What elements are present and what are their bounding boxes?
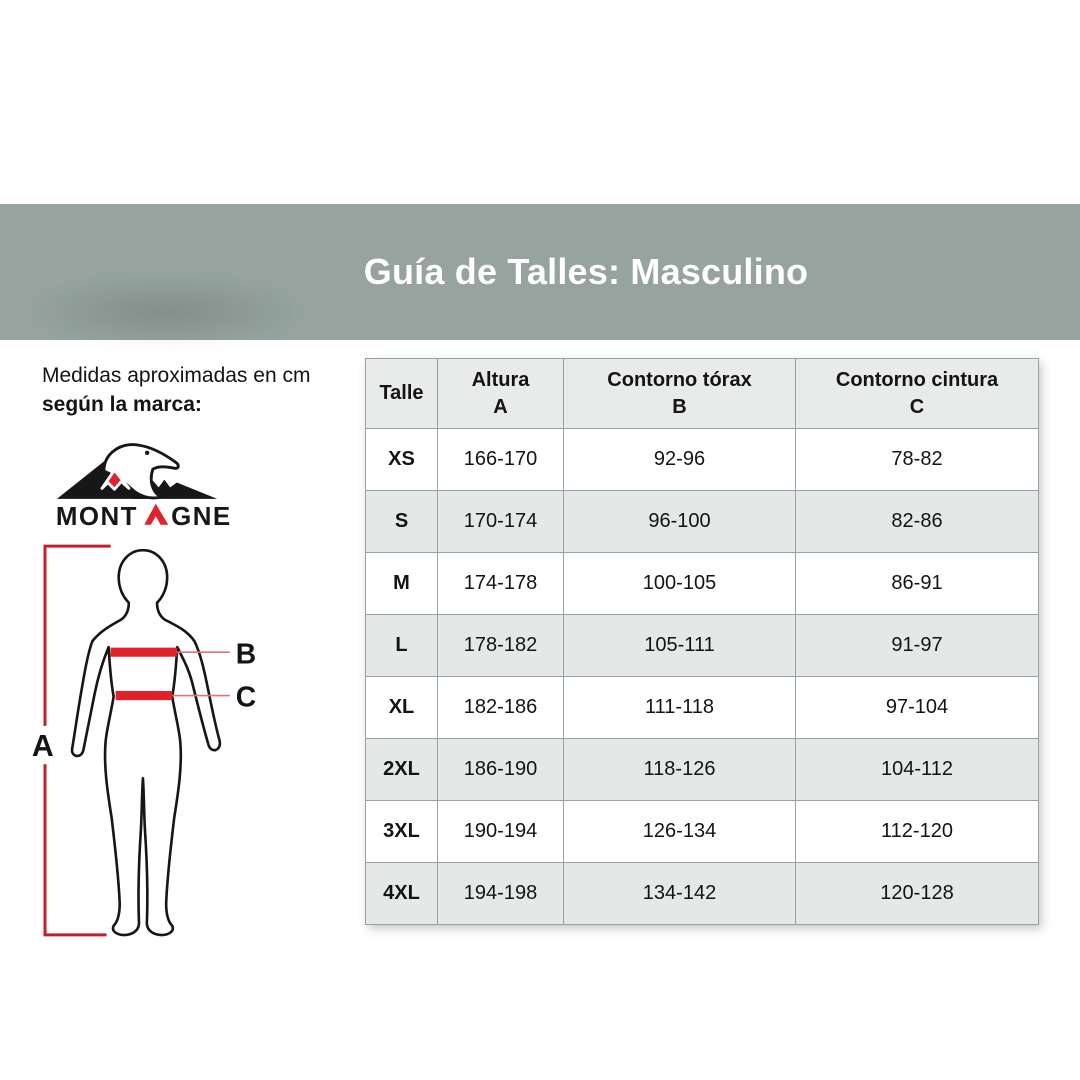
size-label-cell: S: [366, 491, 438, 553]
measurement-cell: 91-97: [796, 615, 1039, 677]
table-row: [366, 801, 1039, 863]
size-label-cell: XS: [366, 429, 438, 491]
size-table-head-row: [366, 359, 1039, 429]
measurement-cell: 186-190: [438, 739, 564, 801]
size-label-cell: 4XL: [366, 863, 438, 925]
measurement-cell: 118-126: [564, 739, 796, 801]
measurement-cell: 120-128: [796, 863, 1039, 925]
measurement-cell: 170-174: [438, 491, 564, 553]
note-line-1: Medidas aproximadas en cm: [42, 364, 311, 387]
banner-watermark-smudge: [25, 274, 305, 349]
label-height-a: A: [31, 730, 54, 764]
size-label-cell: L: [366, 615, 438, 677]
measurement-cell: 178-182: [438, 615, 564, 677]
measurement-cell: 82-86: [796, 491, 1039, 553]
table-row: [366, 677, 1039, 739]
column-header: Contorno tórax B: [564, 359, 796, 429]
measurement-cell: 104-112: [796, 739, 1039, 801]
measurement-cell: 111-118: [564, 677, 796, 739]
note-line-2: según la marca:: [42, 392, 202, 416]
measurement-cell: 100-105: [564, 553, 796, 615]
montagne-eagle-mountain-icon: [54, 436, 246, 532]
column-header: Altura A: [438, 359, 564, 429]
measurement-note: [42, 362, 310, 420]
size-label-cell: 2XL: [366, 739, 438, 801]
human-silhouette-icon: [28, 528, 274, 952]
measurement-cell: 194-198: [438, 863, 564, 925]
page-title: Guía de Talles: Masculino: [363, 251, 809, 292]
size-label-cell: XL: [366, 677, 438, 739]
table-row: [366, 429, 1039, 491]
measurement-cell: 190-194: [438, 801, 564, 863]
measurement-cell: 78-82: [796, 429, 1039, 491]
column-header: Talle: [366, 359, 438, 429]
wordmark-right: GNE: [171, 502, 232, 531]
measurement-cell: 105-111: [564, 615, 796, 677]
eagle-eye-icon: [145, 451, 149, 455]
human-outline: [72, 550, 220, 935]
column-header: Contorno cintura C: [796, 359, 1039, 429]
measurement-cell: 134-142: [564, 863, 796, 925]
wordmark-left: MONT: [55, 502, 138, 531]
label-waist-c: C: [235, 680, 257, 713]
table-row: [366, 863, 1039, 925]
body-measurement-diagram: [28, 528, 274, 952]
table-row: [366, 553, 1039, 615]
size-label-cell: M: [366, 553, 438, 615]
measurement-cell: 86-91: [796, 553, 1039, 615]
title-banner: [0, 204, 1080, 340]
measurement-cell: 126-134: [564, 801, 796, 863]
table-row: [366, 739, 1039, 801]
measurement-cell: 166-170: [438, 429, 564, 491]
measurement-cell: 97-104: [796, 677, 1039, 739]
size-table: [365, 358, 1039, 925]
size-label-cell: 3XL: [366, 801, 438, 863]
wordmark-red-a-icon: [144, 504, 168, 525]
table-row: [366, 491, 1039, 553]
measurement-cell: 92-96: [564, 429, 796, 491]
montagne-logo: [54, 436, 246, 532]
label-chest-b: B: [235, 637, 257, 670]
measurement-cell: 112-120: [796, 801, 1039, 863]
measurement-cell: 174-178: [438, 553, 564, 615]
table-row: [366, 615, 1039, 677]
measurement-cell: 182-186: [438, 677, 564, 739]
measurement-cell: 96-100: [564, 491, 796, 553]
